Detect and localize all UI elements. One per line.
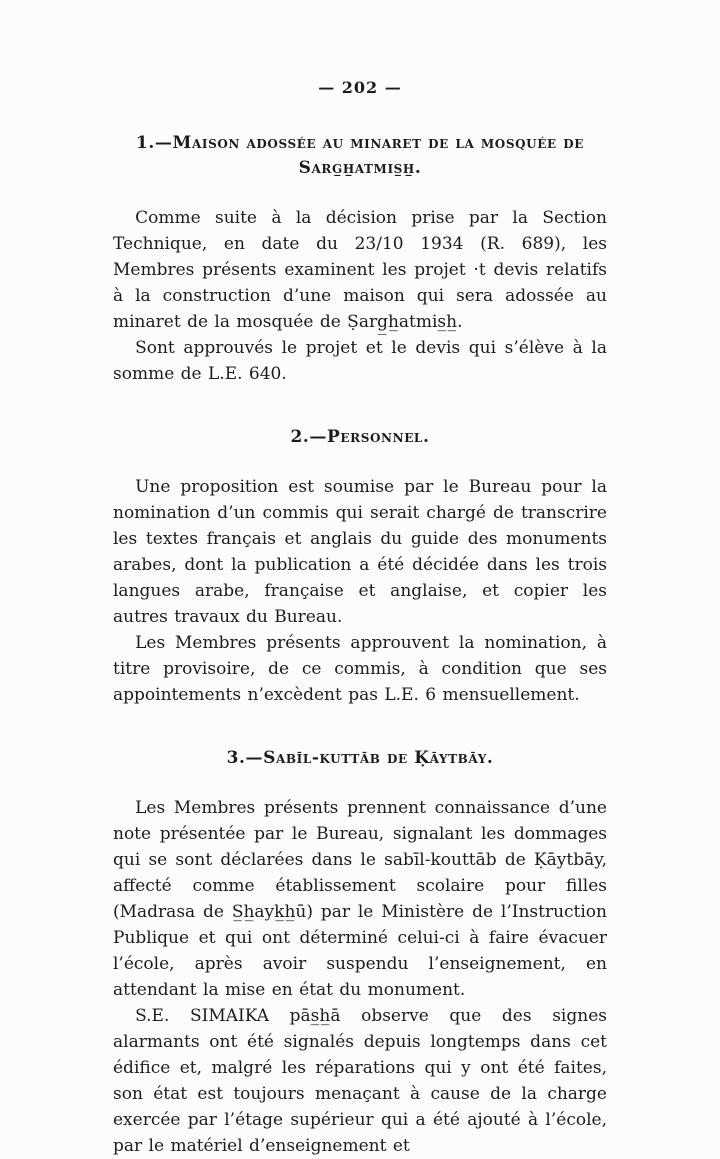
section-2-heading: 2.—Personnel. xyxy=(290,427,430,447)
section-1-heading: 1.—Maison adossée au minaret de la mosquée de Sarg̲h̲atmis̲h̲. xyxy=(135,133,584,178)
page-number: — 202 — xyxy=(318,78,402,97)
section-3-paragraph-1: Les Membres présents prennent connaissance d’une note présentée par le Bureau, signalant les dommages qui se sont déclarées dans le sabīl-kouttāb de Ḳāytbāy, affecté comme établissement scolaire pour filles (Madrasa de S̲h̲ayk̲h̲ū) par le Ministère de l’Instruction Publique et qui ont déterminé celui-ci à faire évacuer l’école, après avoir suspendu l’enseignement, en attendant la mise en état du monument. xyxy=(113,798,607,1000)
section-2-paragraph-1: Une proposition est soumise par le Bureau pour la nomination d’un commis qui serait chargé de transcrire les textes français et anglais du guide des monuments arabes, dont la publication a été décidée dans les trois langues arabe, française et anglaise, et copier les autres travaux du Bureau. xyxy=(113,477,607,627)
section-2-paragraph-2: Les Membres présents approuvent la nomination, à titre provisoire, de ce commis, à condition que ses appointements n’excèdent pas L.E. 6 mensuellement. xyxy=(113,633,607,705)
section-3-paragraph-2: S.E. SIMAIKA pās̲h̲ā observe que des signes alarmants ont été signalés depuis longtemps dans cet édifice et, malgré les réparations qui y ont été faites, son état est toujours menaçant à cause de la charge exercée par l’étage supérieur qui a été ajouté à l’école, par le matériel d’enseignement et xyxy=(113,1006,607,1156)
section-1-paragraph-2: Sont approuvés le projet et le devis qui s’élève à la somme de L.E. 640. xyxy=(113,338,607,384)
document-page xyxy=(113,0,607,1159)
section-1-paragraph-1: Comme suite à la décision prise par la Section Technique, en date du 23/10 1934 (R. 689), les Membres présents examinent les projet ·t devis relatifs à la construction d’une maison qui sera adossée au minaret de la mosquée de Ṣarg̲h̲atmis̲h̲. xyxy=(113,208,607,332)
section-3-heading: 3.—Sabīl-kuttāb de Ḳāytbāy. xyxy=(226,748,494,768)
